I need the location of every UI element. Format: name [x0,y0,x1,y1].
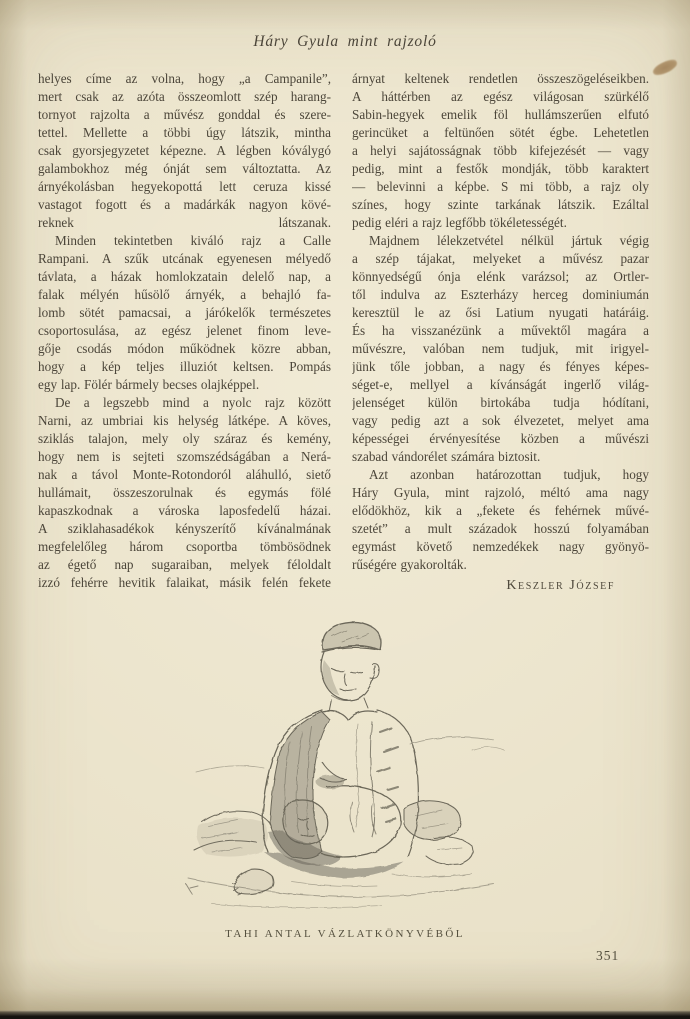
text-line: szetét” a mult századok hosszú folyamában [352,521,649,536]
sketch-illustration [172,612,512,914]
text-line: Narni, az umbriai kis helység látképe. A köves, [38,413,331,428]
text-line: az égető nap sugaraiban, melyek féloldalt [38,557,331,572]
text-line: színes, hogy szinte tarkának látszik. Ezáltal [352,197,649,212]
column-right [352,70,649,594]
text-line: keresztül le az ősi Latium nyugati határáig. [352,305,649,320]
page-title: Háry Gyula mint rajzoló [253,33,437,50]
bottom-shadow [0,988,690,1010]
text-line: képességei érvényesítése közben a művészi [352,431,649,446]
text-line: csoportosulása, az egész jelenet finom leve- [38,323,331,338]
column-left [38,70,331,592]
text-line: A sziklahasadékok kényszerítő kívánalmának [38,521,331,536]
text-line: reknek látszanak. [38,215,331,230]
text-line: árnyat keltenek rendetlen összeszögeléseikben. [352,71,649,86]
text-line: Minden tekintetben kiváló rajz a Calle [55,233,331,248]
text-line: falak mélyén hűsölő árnyék, a behajló fa- [38,287,331,302]
paragraph [38,70,331,232]
text-line: művészre, valóban nem tudjuk, mit irigyel- [352,341,649,356]
text-line: nak a távol Monte-Rotondoról aláhulló, siető [38,467,331,482]
text-line: jelenséget külön birtokába tudja hódítani, [352,395,649,410]
text-line: szabad vándorélet számára biztosit. [352,449,541,464]
text-line: Rampani. A szűk utcának egyenesen mélyedő [38,251,331,266]
text-line: pedig eléri a rajz legfőbb tökéletességét. [352,215,567,230]
text-line: csak gyorsjegyzetet képezne. A légben kóválygó [38,143,331,158]
text-line: hogy nem is sejteti szomszédságában a Nerá- [38,449,331,464]
text-line: Háry Gyula, mint rajzoló, méltó ama nagy [352,485,649,500]
text-line: a helyi sajátosságnak több kifejezését — vagy [352,143,649,158]
text-line: távlata, a házak homlokzatain delelő nap, a [38,269,331,284]
text-line: től indulva az Eszterházy herceg dominiumán [352,287,649,302]
text-line: vastagot fogott és a madárkák nagyon kövé- [38,197,331,212]
paragraph [352,232,649,466]
column-left-paras [38,70,331,592]
paragraph [38,232,331,394]
text-line: Sabin-hegyek emelik föl hullámszerűen elfutó [352,107,649,122]
text-line: Majdnem lélekzetvétel nélkül jártuk végig [369,233,649,248]
text-line: És ha visszanézünk a művektől magára a [352,323,649,338]
text-line: könnyedségű ónja elénk varázsol; az Ortler- [352,269,649,284]
page-number: 351 [596,948,620,963]
text-line: Azt azonban határozottan tudjuk, hogy [369,467,649,482]
paragraph [352,70,649,232]
text-line: A háttérben az egész világosan szürkélő [352,89,649,104]
paragraph [38,394,331,592]
text-line: vagy pedig azt a sok élvezetet, melyet ama [352,413,649,428]
text-line: tornyot rajzolta a művész gonddal és szere- [38,107,331,122]
scan-edge [0,1010,690,1019]
text-line: mert csak az azóta összeomlott szép harang- [38,89,331,104]
text-line: hogy a kép teljes illuziót keltsen. Pompás [38,359,331,374]
text-line: De a legszebb mind a nyolc rajz között [55,395,331,410]
text-line: helyes címe az volna, hogy „a Campanile”, [38,71,331,86]
text-line: galambokhoz még ónját sem változtatta. Az [38,161,331,176]
illustration-caption: TAHI ANTAL VÁZLATKÖNYVÉBŐL [225,928,465,940]
text-line: megfelelőleg három csoportba tömbösödnek [38,539,331,554]
text-line: egymást követő nemzedékek nagy gyönyö- [352,539,649,554]
paper-stain [651,57,679,78]
text-line: pedig, mint a festők mondják, több karaktert [352,161,649,176]
text-line: rűségére gyakorolták. [352,557,467,572]
text-line: hullámait, összeszorulnak és egymás fölé [38,485,331,500]
text-line: jünk tőle jobban, a nagy és fényes képes- [352,359,649,374]
text-line: egy lap. Fölér bármely becses olajképpel. [38,377,260,392]
column-right-paras [352,70,649,574]
text-line: kapaszkodnak a városka laposfedelű házai. [38,503,331,518]
signature: Keszler József [506,578,615,593]
text-line: elődökhöz, kik a „fekete és fehérnek művé- [352,503,649,518]
text-line: sziklás talajon, mely oly száraz és kemény, [38,431,331,446]
text-line: — belevinni a képbe. S mi több, a rajz oly [352,179,649,194]
text-line: tettel. Mellette a többi úgy látszik, mintha [38,125,331,140]
text-line: árnyékolásban hegyekopottá lett ceruza kissé [38,179,331,194]
text-line: gője csodás módon működnek közre abban, [38,341,331,356]
text-line: lomb sötét pamacsai, a járókelők természetes [38,305,331,320]
text-line: gerincüket a feltünően sötét égbe. Lehetetlen [352,125,649,140]
paragraph [352,466,649,574]
text-line: izzó fehérre hevitik falaikat, másik felén fekete [38,575,331,590]
text-line: a szép tájakat, melyeket a művész pazar [352,251,649,266]
text-line: séget-e, mellyel a kívánságát ingerlő világ- [352,377,649,392]
